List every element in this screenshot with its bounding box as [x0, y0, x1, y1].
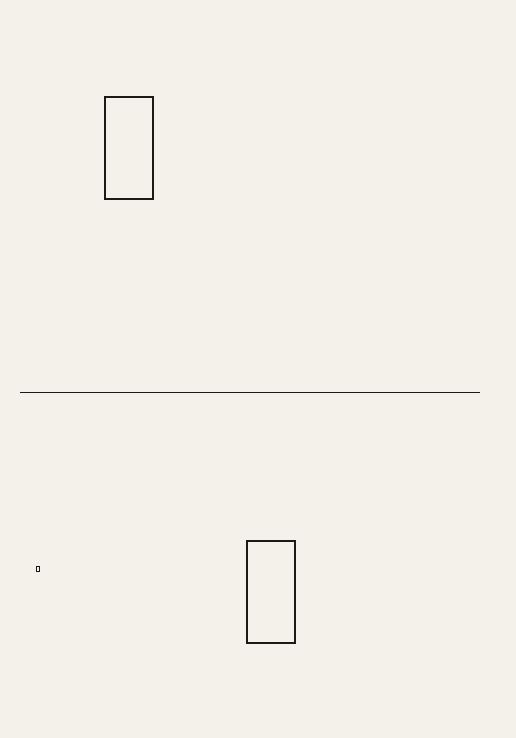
toc-top-block: [20, 40, 480, 390]
issue-heading-november: [104, 96, 154, 200]
continuation-note: [36, 566, 40, 572]
section-divider: [20, 392, 480, 393]
issue-heading-december: [246, 540, 296, 644]
